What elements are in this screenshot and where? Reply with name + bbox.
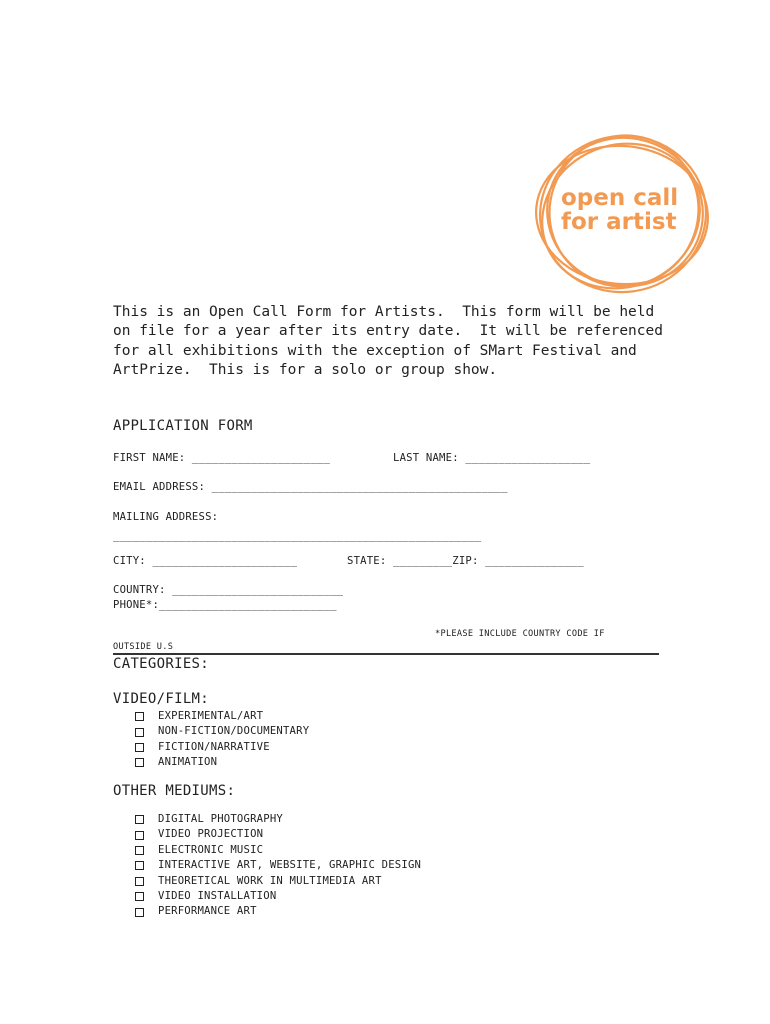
logo-line-2: for artist bbox=[561, 209, 677, 235]
checkbox-label: INTERACTIVE ART, WEBSITE, GRAPHIC DESIGN bbox=[158, 859, 422, 872]
checkbox-label: PERFORMANCE ART bbox=[158, 905, 257, 918]
list-item[interactable] bbox=[135, 904, 421, 919]
checkbox-label: NON-FICTION/DOCUMENTARY bbox=[158, 725, 310, 738]
logo-wordmark bbox=[561, 186, 678, 234]
checkbox[interactable] bbox=[135, 908, 144, 917]
checkbox[interactable] bbox=[135, 815, 144, 824]
city-field[interactable]: CITY: ______________________ bbox=[113, 555, 298, 567]
video-film-list bbox=[135, 709, 309, 771]
checkbox[interactable] bbox=[135, 712, 144, 721]
checkbox-label: VIDEO INSTALLATION bbox=[158, 889, 277, 902]
checkbox-label: ELECTRONIC MUSIC bbox=[158, 843, 264, 856]
list-item[interactable] bbox=[135, 812, 421, 827]
country-code-note-cont: OUTSIDE U.S bbox=[113, 642, 174, 652]
state-zip-field[interactable]: STATE: _________ZIP: _______________ bbox=[347, 555, 584, 567]
section-divider bbox=[113, 653, 659, 655]
list-item[interactable] bbox=[135, 709, 309, 724]
checkbox[interactable] bbox=[135, 861, 144, 870]
list-item[interactable] bbox=[135, 858, 421, 873]
checkbox[interactable] bbox=[135, 892, 144, 901]
list-item[interactable] bbox=[135, 724, 309, 739]
other-mediums-title: OTHER MEDIUMS: bbox=[113, 783, 236, 799]
list-item[interactable] bbox=[135, 755, 309, 770]
list-item[interactable] bbox=[135, 740, 309, 755]
list-item[interactable] bbox=[135, 874, 421, 889]
checkbox[interactable] bbox=[135, 743, 144, 752]
checkbox-label: DIGITAL PHOTOGRAPHY bbox=[158, 813, 283, 825]
logo-line-1: open call bbox=[561, 185, 679, 211]
application-form-title: APPLICATION FORM bbox=[113, 418, 253, 434]
last-name-field[interactable]: LAST NAME: ___________________ bbox=[393, 452, 591, 464]
first-name-field[interactable]: FIRST NAME: _____________________ bbox=[113, 452, 331, 464]
intro-paragraph: This is an Open Call Form for Artists. This form will be held on file for a year after its entry date. It will be referenced for all exhibitions with the exception of SMart Festival and ArtPrize. This is for a solo or group show. bbox=[113, 304, 672, 379]
email-field[interactable]: EMAIL ADDRESS: _____________________________________________ bbox=[113, 481, 508, 493]
checkbox[interactable] bbox=[135, 758, 144, 767]
phone-field[interactable]: PHONE*:___________________________ bbox=[113, 599, 337, 611]
mailing-address-field[interactable]: ________________________________________________________ bbox=[113, 530, 482, 542]
list-item[interactable] bbox=[135, 827, 421, 842]
checkbox-label: VIDEO PROJECTION bbox=[158, 828, 264, 841]
video-film-title: VIDEO/FILM: bbox=[113, 691, 210, 707]
checkbox-label: FICTION/NARRATIVE bbox=[158, 740, 270, 753]
list-item[interactable] bbox=[135, 889, 421, 904]
other-mediums-list bbox=[135, 812, 421, 920]
checkbox[interactable] bbox=[135, 877, 144, 886]
country-code-note: *PLEASE INCLUDE COUNTRY CODE IF bbox=[435, 629, 605, 639]
list-item[interactable] bbox=[135, 843, 421, 858]
checkbox[interactable] bbox=[135, 728, 144, 737]
categories-title: CATEGORIES: bbox=[113, 656, 210, 672]
checkbox-label: EXPERIMENTAL/ART bbox=[158, 710, 264, 722]
country-field[interactable]: COUNTRY: __________________________ bbox=[113, 584, 344, 596]
checkbox[interactable] bbox=[135, 846, 144, 855]
checkbox[interactable] bbox=[135, 831, 144, 840]
checkbox-label: ANIMATION bbox=[158, 756, 218, 769]
mailing-address-label: MAILING ADDRESS: bbox=[113, 511, 219, 523]
checkbox-label: THEORETICAL WORK IN MULTIMEDIA ART bbox=[158, 874, 382, 887]
